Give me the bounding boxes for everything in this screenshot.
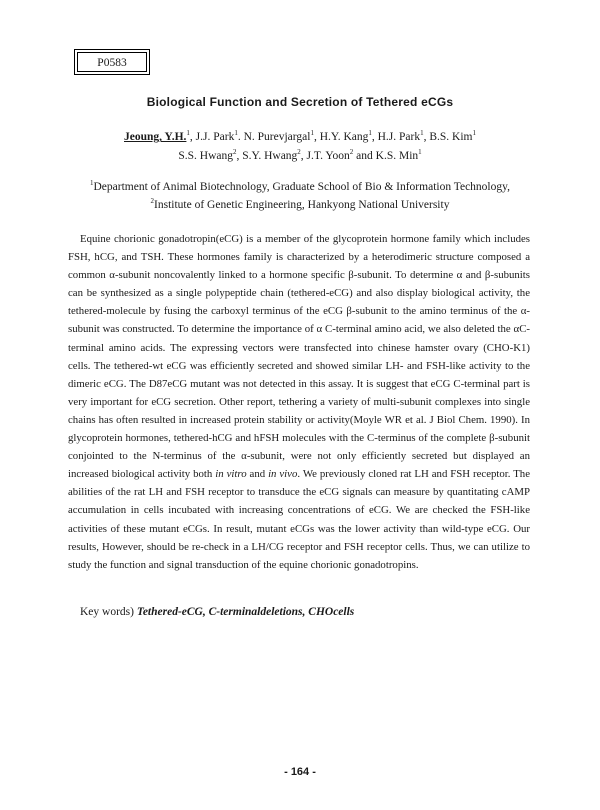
affiliations <box>0 178 600 214</box>
paper-id-box: P0583 <box>77 52 147 72</box>
affiliation-mark: 1 <box>472 129 476 137</box>
author-name: S.Y. Hwang <box>242 150 298 162</box>
affiliation-mark: 2 <box>232 148 237 156</box>
affiliation-number: 2 <box>150 197 155 205</box>
author-separator: , <box>313 131 320 143</box>
keywords-label: Key words) <box>80 606 137 618</box>
affiliation-mark: 2 <box>349 148 354 156</box>
abstract-text: and <box>246 468 269 481</box>
abstract-text: . We previously cloned rat LH and FSH receptor. The abilities of the rat LH and FSH receptor to transduce the eCG signals can measure by quantitating cAMP accumulation in cells incubated with increasing concentrations of eCG. We are checked the FSH-like activities of these mutant eCGs. In result, mutant eCGs was the lower activity than wild-type eCG. Our results, However, should be re-check in a LH/CG receptor and FSH receptor cells. Thus, we can utilize to study the function and signal transduction of the equine chorionic gonadotropins. <box>68 468 531 571</box>
affiliation-mark: 1 <box>234 129 238 137</box>
affiliation-number: 1 <box>89 179 94 187</box>
author-separator: , <box>371 131 378 143</box>
affiliation-mark: 2 <box>297 148 301 156</box>
affiliation-mark: 1 <box>418 148 422 156</box>
author-separator: and <box>353 150 376 162</box>
affiliation-2 <box>0 196 600 214</box>
affiliation-mark: 1 <box>368 129 372 137</box>
abstract-italic: in vivo <box>268 468 298 481</box>
author-separator: , <box>300 150 307 162</box>
author-separator: , <box>423 131 430 143</box>
author-list <box>0 128 600 166</box>
author-name: S.S. Hwang <box>178 150 233 162</box>
author-name: N. Purevjargal <box>243 131 311 143</box>
page-number: - 164 - <box>284 766 316 778</box>
affiliation-text: Department of Animal Biotechnology, Graduate School of Bio & Information Technology, <box>93 181 510 193</box>
abstract-paragraph <box>68 230 530 574</box>
abstract-text: Equine chorionic gonadotropin(eCG) is a member of the glycoprotein hormone family which includes FSH, hCG, and TSH. These hormones family is characterized by a heterodimeric structure composed a common α-subunit noncovalently linked to a hormone specific β-subunit. To determine α and β-subunits can be synthesized as a single polypeptide chain (tethered-eCG) and also display biological activity, the tethered-molecule by fusing the carboxyl terminus of the eCG β-subunit to the amino terminus of the α-subunit was constructed. To determine the importance of α C-terminal amino acid, we also deleted the αC-terminal amino acids. The expressing vectors were transfected into chinese hamster ovary (CHO-K1) cells. The tethered-wt eCG was efficiently secreted and showed similar LH- and FSH-like activity to the dimeric eCG. The D87eCG mutant was not detected in this assay. It is suggest that eCG C-terminal part is very important for eCG secretion. Other report, tethering a variety of multi-subunit complexes into single chains has often resulted in increased protein stability or activity(Moyle WR et al. J Biol Chem. 1990). In glycoprotein hormones, tethered-hCG and hFSH molecules with the C-terminus of the complete β-subunit conjointed to the N-terminus of the α-subunit, were not only efficiently secreted but displayed an increased biological activity both <box>68 233 530 481</box>
author-name: K.S. Min <box>375 150 419 162</box>
author-name: H.J. Park <box>377 131 421 143</box>
presenting-author: Jeoung, Y.H. <box>124 131 187 143</box>
author-name: B.S. Kim <box>429 131 473 143</box>
author-line-2 <box>0 147 600 166</box>
affiliation-mark: 1 <box>310 129 314 137</box>
author-separator: . <box>237 131 244 143</box>
abstract-body <box>68 230 530 574</box>
affiliation-1 <box>0 178 600 196</box>
paper-title: Biological Function and Secretion of Tethered eCGs <box>146 95 454 109</box>
affiliation-mark: 1 <box>186 129 190 137</box>
author-separator: , <box>236 150 243 162</box>
abstract-italic: in vitro <box>215 468 247 481</box>
author-name: J.J. Park <box>195 131 235 143</box>
affiliation-mark: 1 <box>420 129 424 137</box>
keywords <box>80 606 354 618</box>
author-separator: , <box>189 131 196 143</box>
author-name: J.T. Yoon <box>306 150 350 162</box>
author-line-1 <box>0 128 600 147</box>
affiliation-text: Institute of Genetic Engineering, Hankyong National University <box>154 199 450 211</box>
keywords-value: Tethered-eCG, C-terminaldeletions, CHOcells <box>136 606 355 618</box>
author-name: H.Y. Kang <box>319 131 369 143</box>
